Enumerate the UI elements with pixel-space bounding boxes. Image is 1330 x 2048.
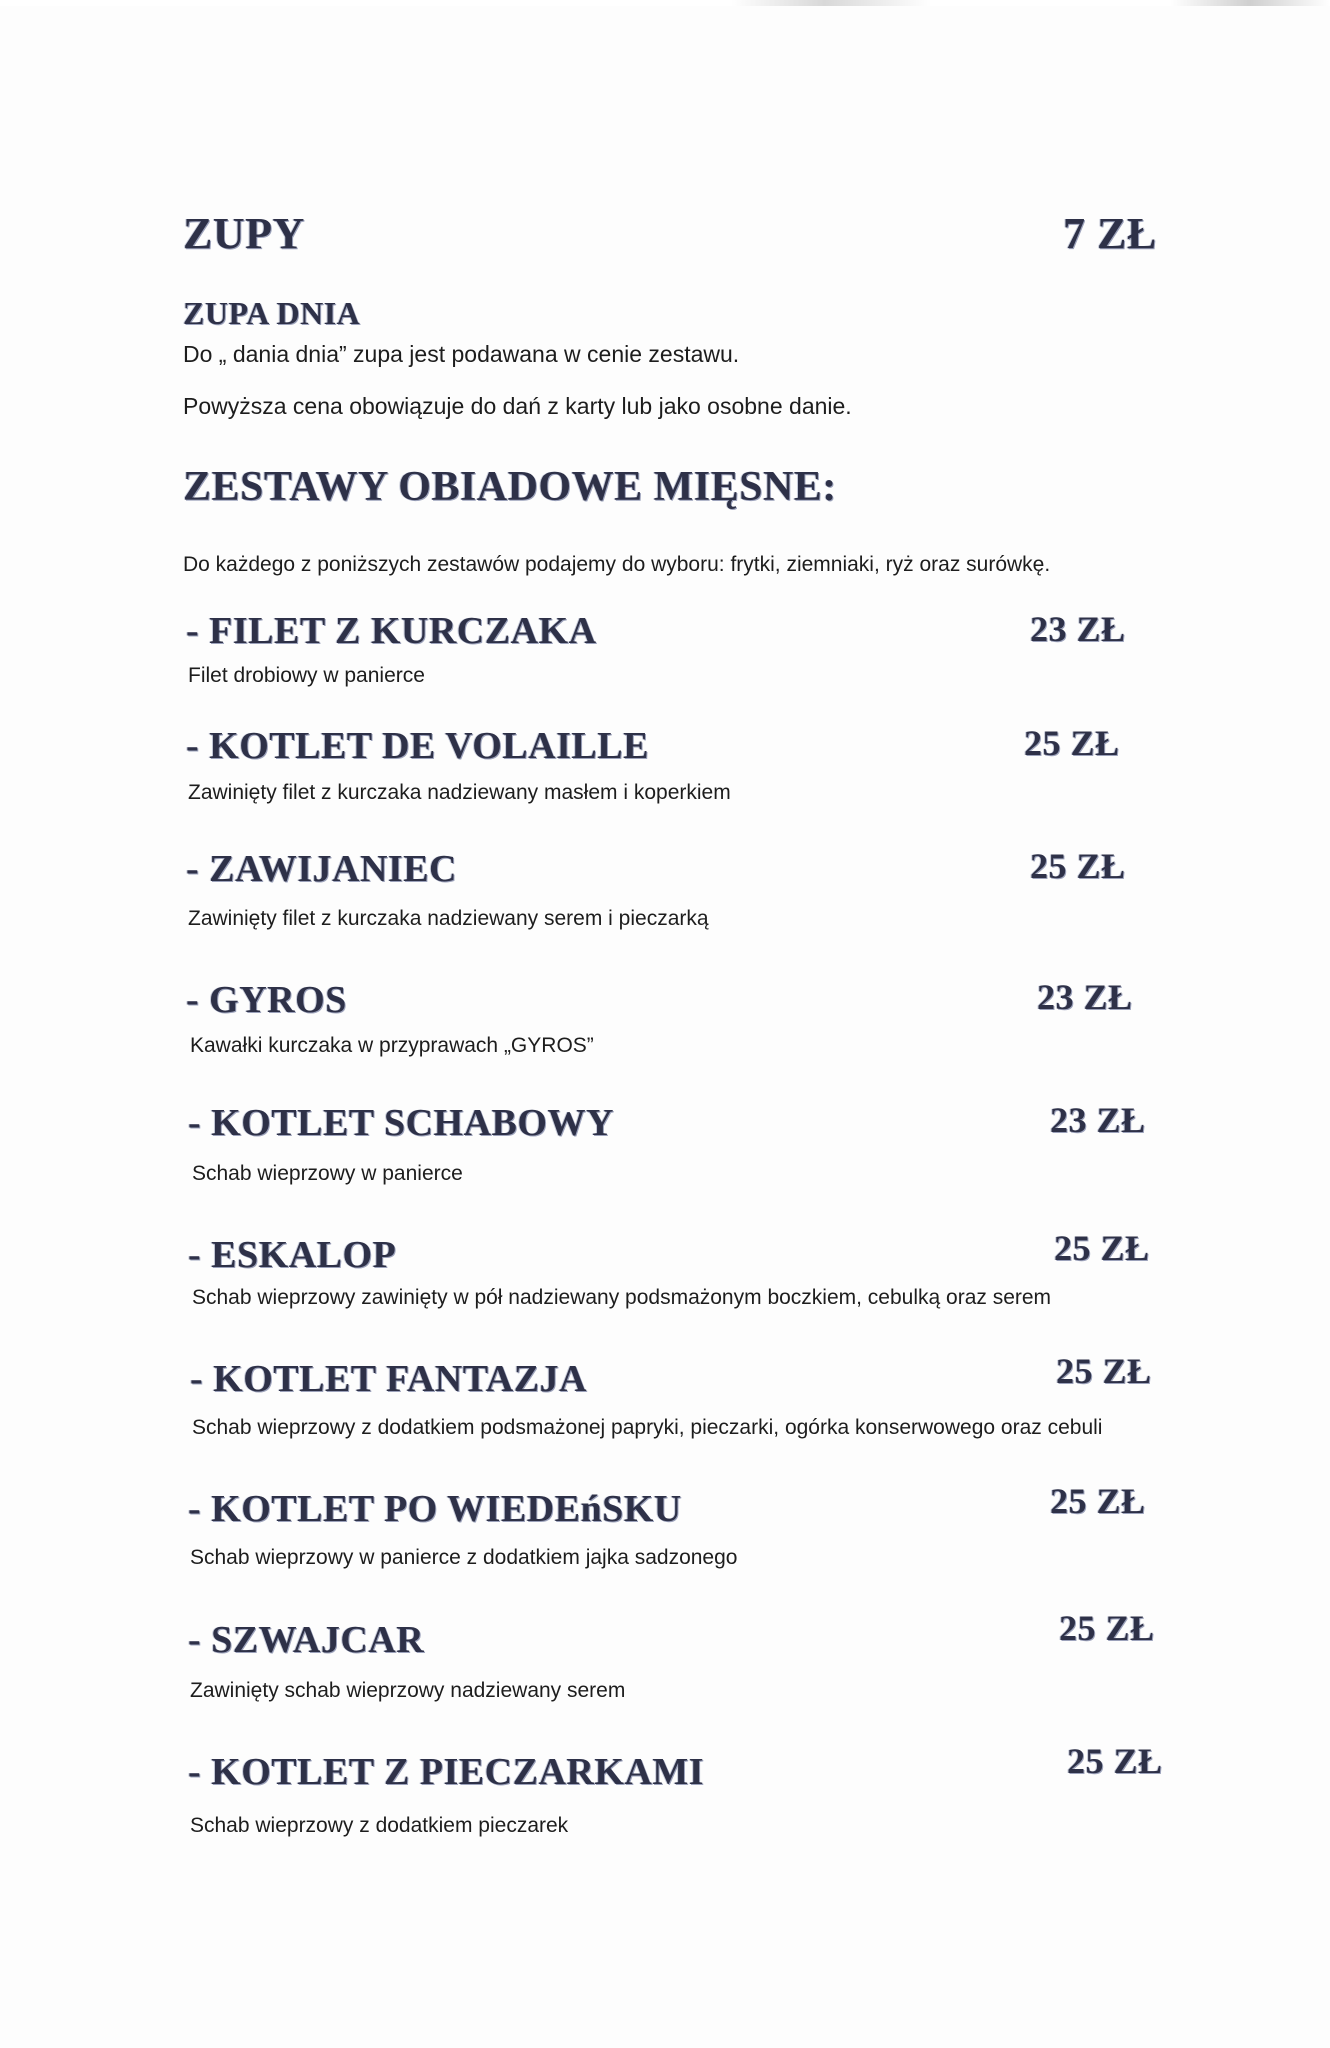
menu-item-name: - GYROS	[186, 979, 347, 1021]
menu-item-name: - KOTLET FANTAZJA	[190, 1358, 587, 1400]
sets-heading: ZESTAWY OBIADOWE MIĘSNE:	[183, 464, 837, 510]
menu-item-price: 25 ZŁ	[1059, 1608, 1155, 1648]
menu-item-description: Schab wieprzowy z dodatkiem pieczarek	[190, 1814, 569, 1837]
menu-item-description: Schab wieprzowy w panierce	[192, 1162, 463, 1185]
menu-item-price: 23 ZŁ	[1037, 977, 1133, 1017]
sets-note: Do każdego z poniższych zestawów podajemy do wyboru: frytki, ziemniaki, ryż oraz surówkę.	[183, 553, 1051, 576]
menu-item-name: - KOTLET DE VOLAILLE	[186, 725, 649, 767]
menu-item-price: 25 ZŁ	[1024, 723, 1120, 763]
menu-item-name: - ESKALOP	[188, 1234, 397, 1276]
menu-item-name: - KOTLET Z PIECZARKAMI	[188, 1751, 704, 1793]
menu-item-name: - ZAWIJANIEC	[186, 848, 457, 890]
menu-item-description: Filet drobiowy w panierce	[188, 664, 425, 687]
menu-item-description: Schab wieprzowy zawinięty w pół nadziewany podsmażonym boczkiem, cebulką oraz serem	[192, 1286, 1052, 1309]
menu-item-name: - KOTLET PO WIEDEńSKU	[188, 1488, 682, 1530]
soups-price: 7 ZŁ	[1063, 209, 1157, 258]
soups-heading: ZUPY	[183, 209, 305, 258]
menu-item-description: Schab wieprzowy w panierce z dodatkiem jajka sadzonego	[190, 1546, 738, 1569]
menu-item-price: 23 ZŁ	[1030, 609, 1126, 649]
menu-item-name: - FILET Z KURCZAKA	[186, 610, 597, 652]
menu-item-description: Zawinięty filet z kurczaka nadziewany serem i pieczarką	[188, 907, 709, 930]
menu-item-description: Kawałki kurczaka w przyprawach „GYROS”	[190, 1034, 594, 1057]
menu-item-price: 25 ZŁ	[1067, 1741, 1163, 1781]
menu-item-price: 25 ZŁ	[1030, 846, 1126, 886]
menu-item-name: - KOTLET SCHABOWY	[188, 1102, 614, 1144]
menu-item-price: 25 ZŁ	[1056, 1351, 1152, 1391]
menu-item-price: 23 ZŁ	[1050, 1100, 1146, 1140]
soup-note-line: Do „ dania dnia” zupa jest podawana w cenie zestawu.	[183, 341, 740, 367]
menu-item-name: - SZWAJCAR	[188, 1619, 425, 1661]
menu-item-description: Zawinięty schab wieprzowy nadziewany serem	[190, 1679, 626, 1702]
soup-of-the-day-title: ZUPA DNIA	[183, 295, 361, 331]
menu-item-description: Zawinięty filet z kurczaka nadziewany masłem i koperkiem	[188, 781, 731, 804]
menu-item-price: 25 ZŁ	[1050, 1481, 1146, 1521]
menu-item-description: Schab wieprzowy z dodatkiem podsmażonej papryki, pieczarki, ogórka konserwowego oraz cebuli	[192, 1416, 1103, 1439]
soup-note-line: Powyższa cena obowiązuje do dań z karty lub jako osobne danie.	[183, 393, 852, 419]
scan-edge	[0, 0, 1330, 6]
menu-item-price: 25 ZŁ	[1054, 1228, 1150, 1268]
